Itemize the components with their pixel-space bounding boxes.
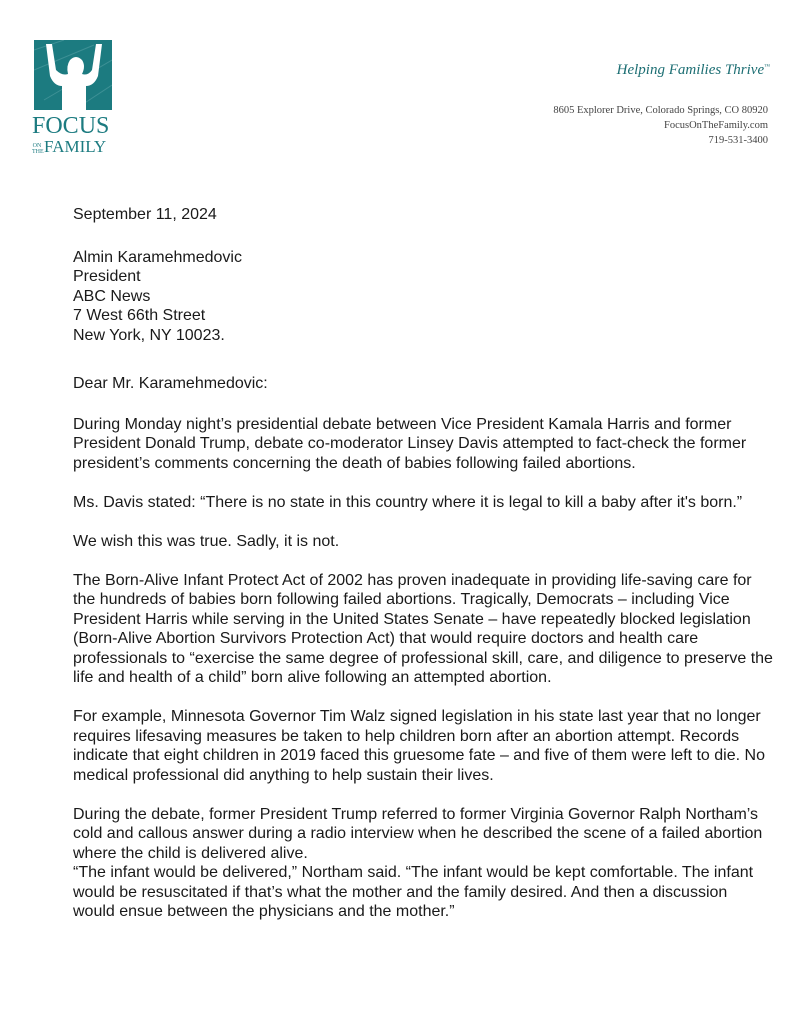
street-address: 8605 Explorer Drive, Colorado Springs, CO 80920 [553, 105, 768, 116]
paragraph: During the debate, former President Trump referred to former Virginia Governor Ralph Northam’s cold and callous answer during a radio interview when he described the scene of a failed abortion where the child is delivered alive. [73, 805, 763, 862]
recipient-title: President [73, 268, 141, 285]
paragraph: We wish this was true. Sadly, it is not. [73, 532, 340, 550]
trademark-mark: ™ [764, 64, 770, 70]
paragraph: Ms. Davis stated: “There is no state in this country where it is legal to kill a baby after it's born.” [73, 493, 743, 511]
recipient-organization: ABC News [73, 287, 151, 305]
paragraph: For example, Minnesota Governor Tim Walz signed legislation in his state last year that no longer requires lifesaving measures be taken to help children born after an abortion attempt. Records indicate that eight children in 2019 faced this gruesome fate – and five of them were left to die. No medical professional did anything to help sustain their lives. [73, 708, 765, 784]
child-raised-arms-icon [34, 40, 112, 110]
website-link[interactable]: FocusOnTheFamily.com [663, 120, 768, 131]
letter-date: September 11, 2024 [73, 206, 217, 223]
letter-body [73, 205, 773, 941]
logo-word-on-the: ON THE [32, 143, 44, 155]
recipient-city-state-zip: New York, NY 10023. [73, 326, 225, 344]
logo-word-family: FAMILY [44, 137, 107, 156]
paragraph: The Born-Alive Infant Protect Act of 2002 has proven inadequate in providing life-saving care for the hundreds of babies born following failed abortions. Tragically, Democrats – including Vice President Harris while serving in the United States Senate – have repeatedly blocked legislation (Born-Alive Abortion Survivors Protection Act) that would require doctors and health care professionals to “exercise the same degree of professional skill, care, and diligence to preserve the life and health of a child” born alive following an attempted abortion. [73, 571, 773, 686]
recipient-street: 7 West 66th Street [73, 307, 206, 324]
recipient-name: Almin Karamehmedovic [73, 248, 242, 266]
phone-number: 719-531-3400 [708, 135, 768, 146]
tagline [617, 62, 770, 79]
tagline-text: Helping Families Thrive [616, 62, 765, 78]
paragraph: During Monday night’s presidential debate between Vice President Kamala Harris and former President Donald Trump, debate co-moderator Linsey Davis attempted to fact-check the former president’s comments concerning the death of babies following failed abortions. [73, 415, 747, 472]
salutation: Dear Mr. Karamehmedovic: [73, 375, 268, 392]
focus-on-the-family-logo [30, 40, 120, 155]
logo-word-focus: FOCUS [32, 113, 110, 139]
recipient-block [73, 248, 773, 346]
letterhead-address-block [553, 103, 768, 148]
quote-paragraph: “The infant would be delivered,” Northam said. “The infant would be kept comfortable. The infant would be resuscitated if that’s what the mother and the family desired. And then a discussion would ensue between the physicians and the mother.” [73, 864, 754, 920]
